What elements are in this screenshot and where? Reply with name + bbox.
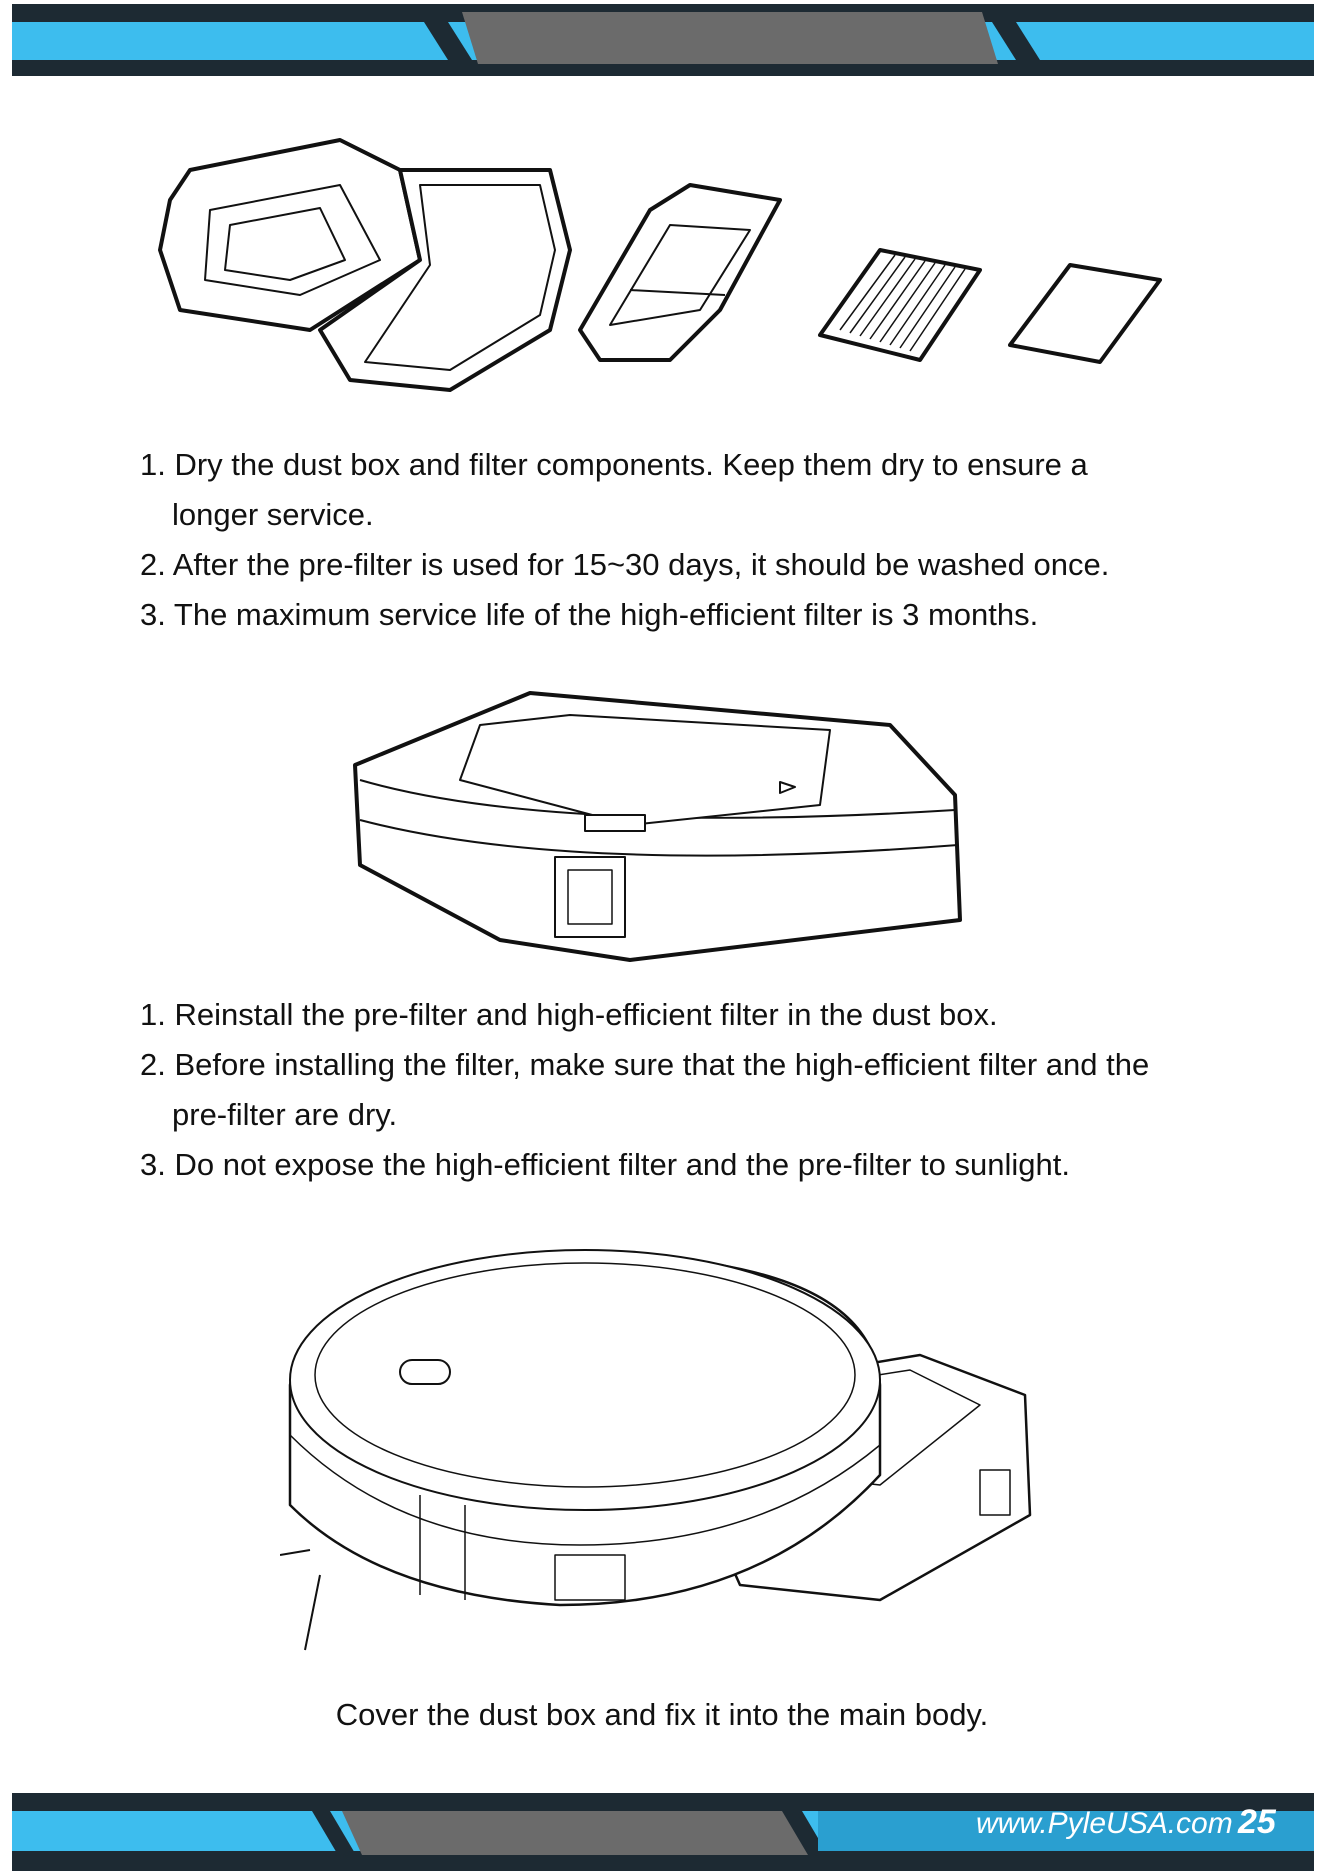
dry-filter-steps xyxy=(140,440,1180,640)
dust-box-filters-illustration xyxy=(150,130,1170,420)
step-item: 3. Do not expose the high-efficient filter and the pre-filter to sunlight. xyxy=(140,1147,1070,1182)
step-item: 2. Before installing the filter, make sure that the high-efficient filter and the pre-filter are dry. xyxy=(140,1047,1150,1132)
step-item: 2. After the pre-filter is used for 15~30 days, it should be washed once. xyxy=(140,547,1110,582)
robot-vacuum-illustration xyxy=(280,1245,1040,1665)
page-number: 25 xyxy=(1238,1803,1276,1841)
step-item: 1. Reinstall the pre-filter and high-efficient filter in the dust box. xyxy=(140,997,998,1032)
step-item: 3. The maximum service life of the high-efficient filter is 3 months. xyxy=(140,597,1039,632)
reinstall-filter-steps xyxy=(140,990,1180,1190)
header-band xyxy=(12,4,1314,76)
website-url: www.PyleUSA.com xyxy=(976,1807,1233,1840)
closed-dust-box-illustration xyxy=(350,685,970,965)
step-item: 1. Dry the dust box and filter components. Keep them dry to ensure a longer service. xyxy=(140,447,1088,532)
instruction-caption: Cover the dust box and fix it into the main body. xyxy=(335,1697,989,1732)
